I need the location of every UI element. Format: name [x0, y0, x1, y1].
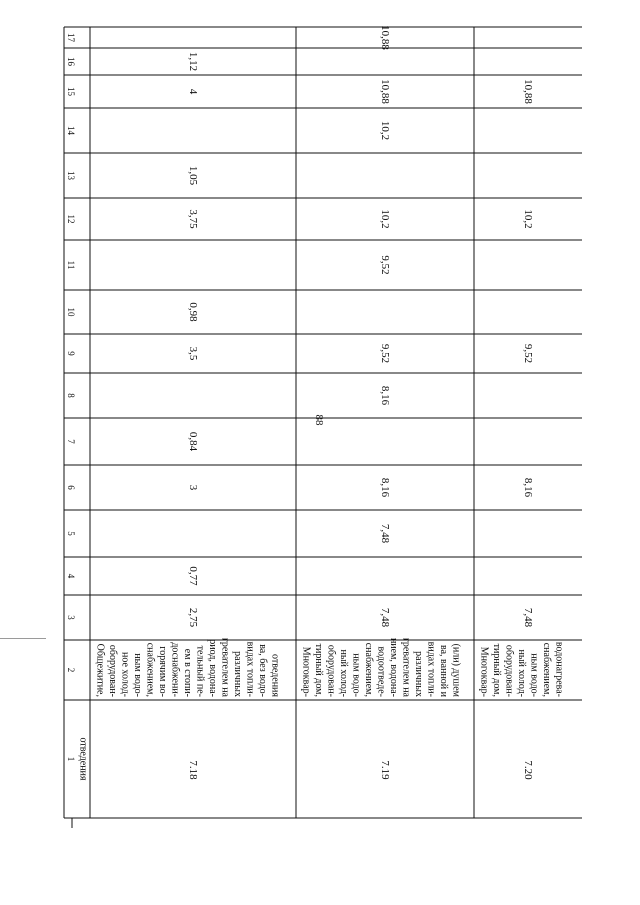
cell-value-col-4: 0,77	[187, 566, 199, 586]
description-line: отведения	[269, 653, 281, 697]
cell-value-col-12: 10,2	[522, 209, 534, 229]
page-number: 88	[313, 414, 325, 426]
description-line: гревателем на	[219, 637, 231, 697]
description-line: нием, водона-	[388, 637, 399, 697]
cell-value-col-17: 10,88	[379, 25, 391, 50]
column-header-1: 1	[66, 756, 76, 762]
description-line: ным водо-	[350, 653, 362, 697]
column-header-9: 9	[66, 351, 76, 356]
cell-value-col-11: 9,52	[379, 255, 391, 275]
description-line: ный холод-	[338, 649, 349, 697]
cell-value-col-3: 2,75	[187, 607, 199, 628]
description-line: ным водо-	[528, 653, 540, 697]
description-line: ный холод-	[516, 649, 527, 697]
description-line: различных	[232, 651, 243, 697]
description-line: тирный дом,	[313, 643, 324, 697]
column-header-12: 12	[66, 214, 76, 224]
cell-value-col-8: 8,16	[379, 385, 391, 406]
cell-value-col-9: 3,5	[187, 346, 199, 361]
description-line: снабжением,	[363, 642, 374, 697]
description-line: оборудован-	[107, 644, 118, 697]
description-line: ное холод-	[119, 651, 131, 697]
column-header-7: 7	[66, 439, 76, 444]
description-line: различных	[413, 651, 424, 697]
row-id: 7.20	[522, 760, 534, 780]
cell-value-col-10: 0,98	[187, 302, 199, 322]
column-header-16: 16	[66, 57, 76, 66]
cell-value-col-9: 9,52	[522, 343, 534, 364]
cell-value-col-5: 7,48	[379, 523, 391, 544]
description-line: Общежитие,	[94, 643, 106, 697]
description-line: ва, без водо-	[257, 644, 268, 697]
column-header-8: 8	[66, 393, 76, 398]
row-id: 7.18	[187, 760, 199, 780]
column-header-3: 3	[66, 615, 76, 620]
column-header-14: 14	[66, 126, 76, 135]
continuation-text: отведения	[77, 737, 89, 781]
cell-value-col-15: 10,88	[379, 79, 391, 104]
description-line: ем в стопи-	[182, 648, 193, 697]
description-line: видах топли-	[425, 641, 437, 697]
description-line: тельный пе-	[194, 645, 206, 697]
cell-value-col-16: 1,12	[187, 51, 199, 72]
description-line: Многоквар-	[300, 646, 312, 697]
column-header-13: 13	[66, 171, 76, 180]
cell-value-col-7: 0,84	[187, 431, 199, 452]
row-id: 7.19	[379, 760, 391, 780]
description-line: снабжением,	[541, 642, 552, 697]
description-line: оборудован-	[325, 644, 337, 697]
description-line: (или) душем	[450, 643, 462, 697]
cell-value-col-14: 10,2	[379, 120, 391, 141]
description-line: риод, водона-	[207, 639, 218, 697]
cell-value-col-6: 3	[187, 484, 199, 491]
cell-value-col-6: 8,16	[522, 477, 534, 498]
column-header-17: 17	[66, 33, 76, 42]
column-header-11: 11	[66, 260, 76, 270]
description-line: ва, ванной и	[438, 645, 449, 697]
description-line: видах топли-	[244, 641, 256, 697]
description-line: тирный дом,	[491, 643, 502, 697]
cell-value-col-12: 10,2	[379, 209, 391, 229]
column-header-2: 2	[66, 667, 76, 673]
column-header-5: 5	[66, 531, 76, 536]
cell-value-col-3: 7,48	[379, 607, 391, 628]
column-header-4: 4	[66, 573, 76, 579]
description-line: снабжением,	[144, 642, 156, 697]
description-line: водоотведе-	[375, 646, 387, 697]
description-line: Многоквар-	[478, 646, 490, 697]
column-header-15: 15	[66, 87, 76, 96]
description-line: ным водо-	[132, 653, 143, 697]
column-header-6: 6	[66, 485, 76, 490]
column-header-10: 10	[66, 307, 76, 317]
cell-value-col-6: 8,16	[379, 477, 391, 498]
cell-value-col-12: 3,75	[187, 209, 199, 229]
cell-value-col-3: 7,48	[522, 607, 534, 628]
cell-value-col-15: 4	[187, 88, 199, 95]
description-line: оборудован-	[503, 644, 515, 697]
description-line: горячим во-	[157, 646, 168, 697]
description-line: гревателем на	[400, 637, 412, 697]
cell-value-col-15: 10,88	[522, 79, 534, 104]
cell-value-col-9: 9,52	[379, 343, 391, 364]
cell-value-col-13: 1,05	[187, 165, 199, 186]
description-line: водонагрева-	[553, 641, 565, 697]
description-line: доснабжени-	[169, 642, 181, 697]
